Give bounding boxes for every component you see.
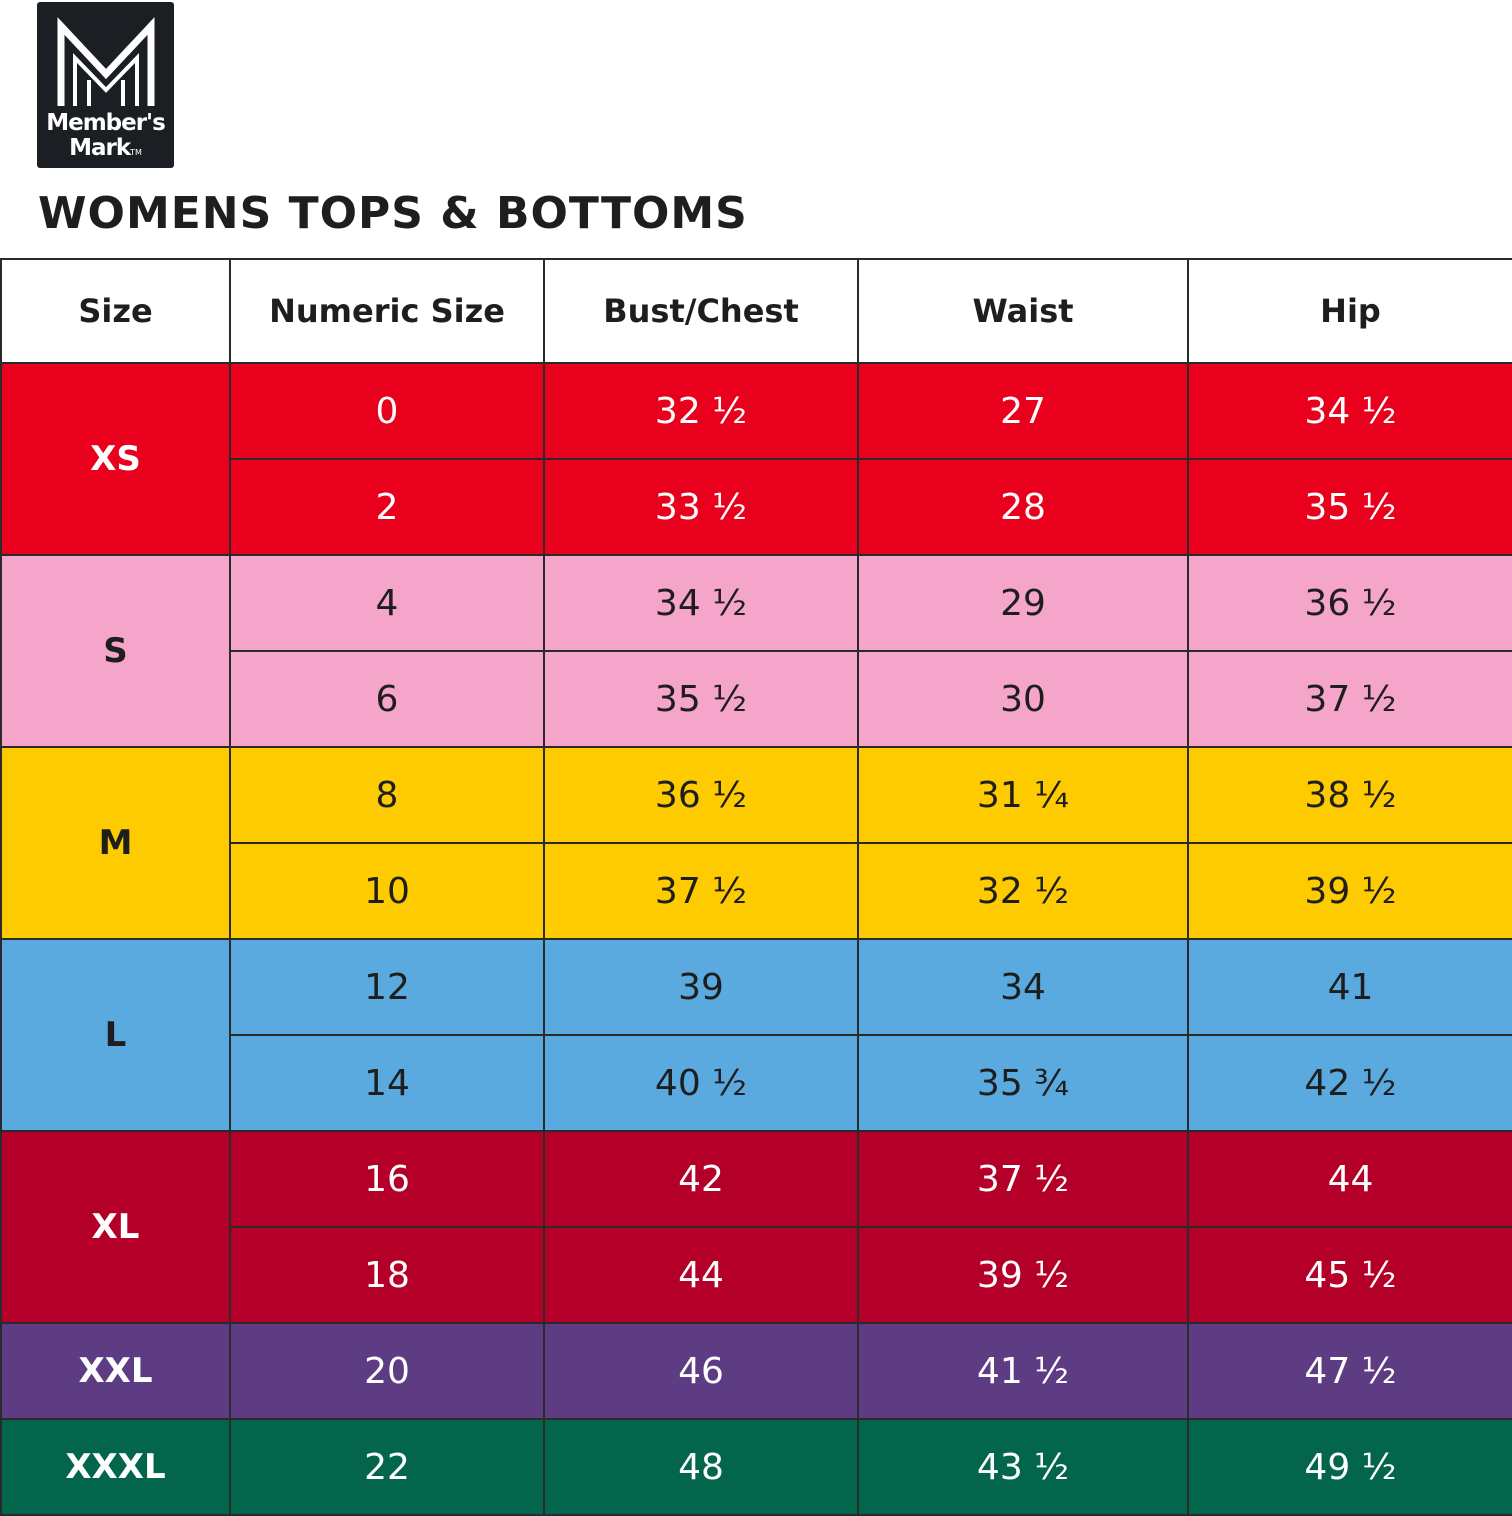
cell-waist: 30	[858, 651, 1188, 747]
size-label-cell: XXL	[1, 1323, 230, 1419]
cell-numeric: 16	[230, 1131, 544, 1227]
cell-waist: 37 ½	[858, 1131, 1188, 1227]
table-row	[1, 1419, 1512, 1515]
table-row	[1, 555, 1512, 651]
cell-numeric: 2	[230, 459, 544, 555]
cell-numeric: 22	[230, 1419, 544, 1515]
cell-bust: 35 ½	[544, 651, 858, 747]
table-row	[1, 363, 1512, 459]
header-waist: Waist	[858, 259, 1188, 363]
cell-hip: 45 ½	[1188, 1227, 1512, 1323]
cell-bust: 42	[544, 1131, 858, 1227]
page-title: WOMENS TOPS & BOTTOMS	[38, 188, 748, 239]
cell-waist: 43 ½	[858, 1419, 1188, 1515]
cell-numeric: 0	[230, 363, 544, 459]
cell-waist: 35 ¾	[858, 1035, 1188, 1131]
cell-waist: 34	[858, 939, 1188, 1035]
size-label-cell: XL	[1, 1131, 230, 1323]
cell-waist: 31 ¼	[858, 747, 1188, 843]
cell-hip: 37 ½	[1188, 651, 1512, 747]
size-label-cell: L	[1, 939, 230, 1131]
header-bust-chest: Bust/Chest	[544, 259, 858, 363]
cell-hip: 34 ½	[1188, 363, 1512, 459]
cell-waist: 39 ½	[858, 1227, 1188, 1323]
brand-name-line1: Member's	[46, 110, 165, 136]
cell-hip: 49 ½	[1188, 1419, 1512, 1515]
size-label-cell: S	[1, 555, 230, 747]
cell-bust: 44	[544, 1227, 858, 1323]
cell-hip: 47 ½	[1188, 1323, 1512, 1419]
cell-bust: 46	[544, 1323, 858, 1419]
header-hip: Hip	[1188, 259, 1512, 363]
cell-waist: 27	[858, 363, 1188, 459]
cell-waist: 32 ½	[858, 843, 1188, 939]
cell-numeric: 6	[230, 651, 544, 747]
cell-bust: 39	[544, 939, 858, 1035]
cell-bust: 32 ½	[544, 363, 858, 459]
table-row	[1, 939, 1512, 1035]
cell-hip: 39 ½	[1188, 843, 1512, 939]
cell-numeric: 8	[230, 747, 544, 843]
table-row	[1, 1323, 1512, 1419]
cell-numeric: 20	[230, 1323, 544, 1419]
cell-numeric: 12	[230, 939, 544, 1035]
trademark-symbol: TM	[130, 148, 142, 157]
brand-name-line2	[37, 136, 174, 165]
cell-waist: 29	[858, 555, 1188, 651]
cell-hip: 36 ½	[1188, 555, 1512, 651]
size-label-cell: XS	[1, 363, 230, 555]
header-numeric-size: Numeric Size	[230, 259, 544, 363]
brand-name-mark: Mark	[69, 135, 131, 161]
cell-numeric: 18	[230, 1227, 544, 1323]
cell-bust: 33 ½	[544, 459, 858, 555]
cell-bust: 34 ½	[544, 555, 858, 651]
cell-hip: 44	[1188, 1131, 1512, 1227]
cell-numeric: 14	[230, 1035, 544, 1131]
cell-numeric: 10	[230, 843, 544, 939]
cell-waist: 41 ½	[858, 1323, 1188, 1419]
size-chart-body	[1, 363, 1512, 1515]
table-row	[1, 1131, 1512, 1227]
cell-numeric: 4	[230, 555, 544, 651]
size-label-cell: XXXL	[1, 1419, 230, 1515]
cell-hip: 42 ½	[1188, 1035, 1512, 1131]
cell-bust: 36 ½	[544, 747, 858, 843]
header-row	[1, 259, 1512, 363]
cell-waist: 28	[858, 459, 1188, 555]
size-label-cell: M	[1, 747, 230, 939]
cell-hip: 38 ½	[1188, 747, 1512, 843]
brand-logo	[37, 2, 174, 168]
cell-bust: 37 ½	[544, 843, 858, 939]
table-row	[1, 747, 1512, 843]
cell-bust: 40 ½	[544, 1035, 858, 1131]
m-logo-icon	[55, 16, 157, 110]
cell-bust: 48	[544, 1419, 858, 1515]
cell-hip: 35 ½	[1188, 459, 1512, 555]
cell-hip: 41	[1188, 939, 1512, 1035]
size-chart-table	[0, 258, 1512, 1516]
header-size: Size	[1, 259, 230, 363]
